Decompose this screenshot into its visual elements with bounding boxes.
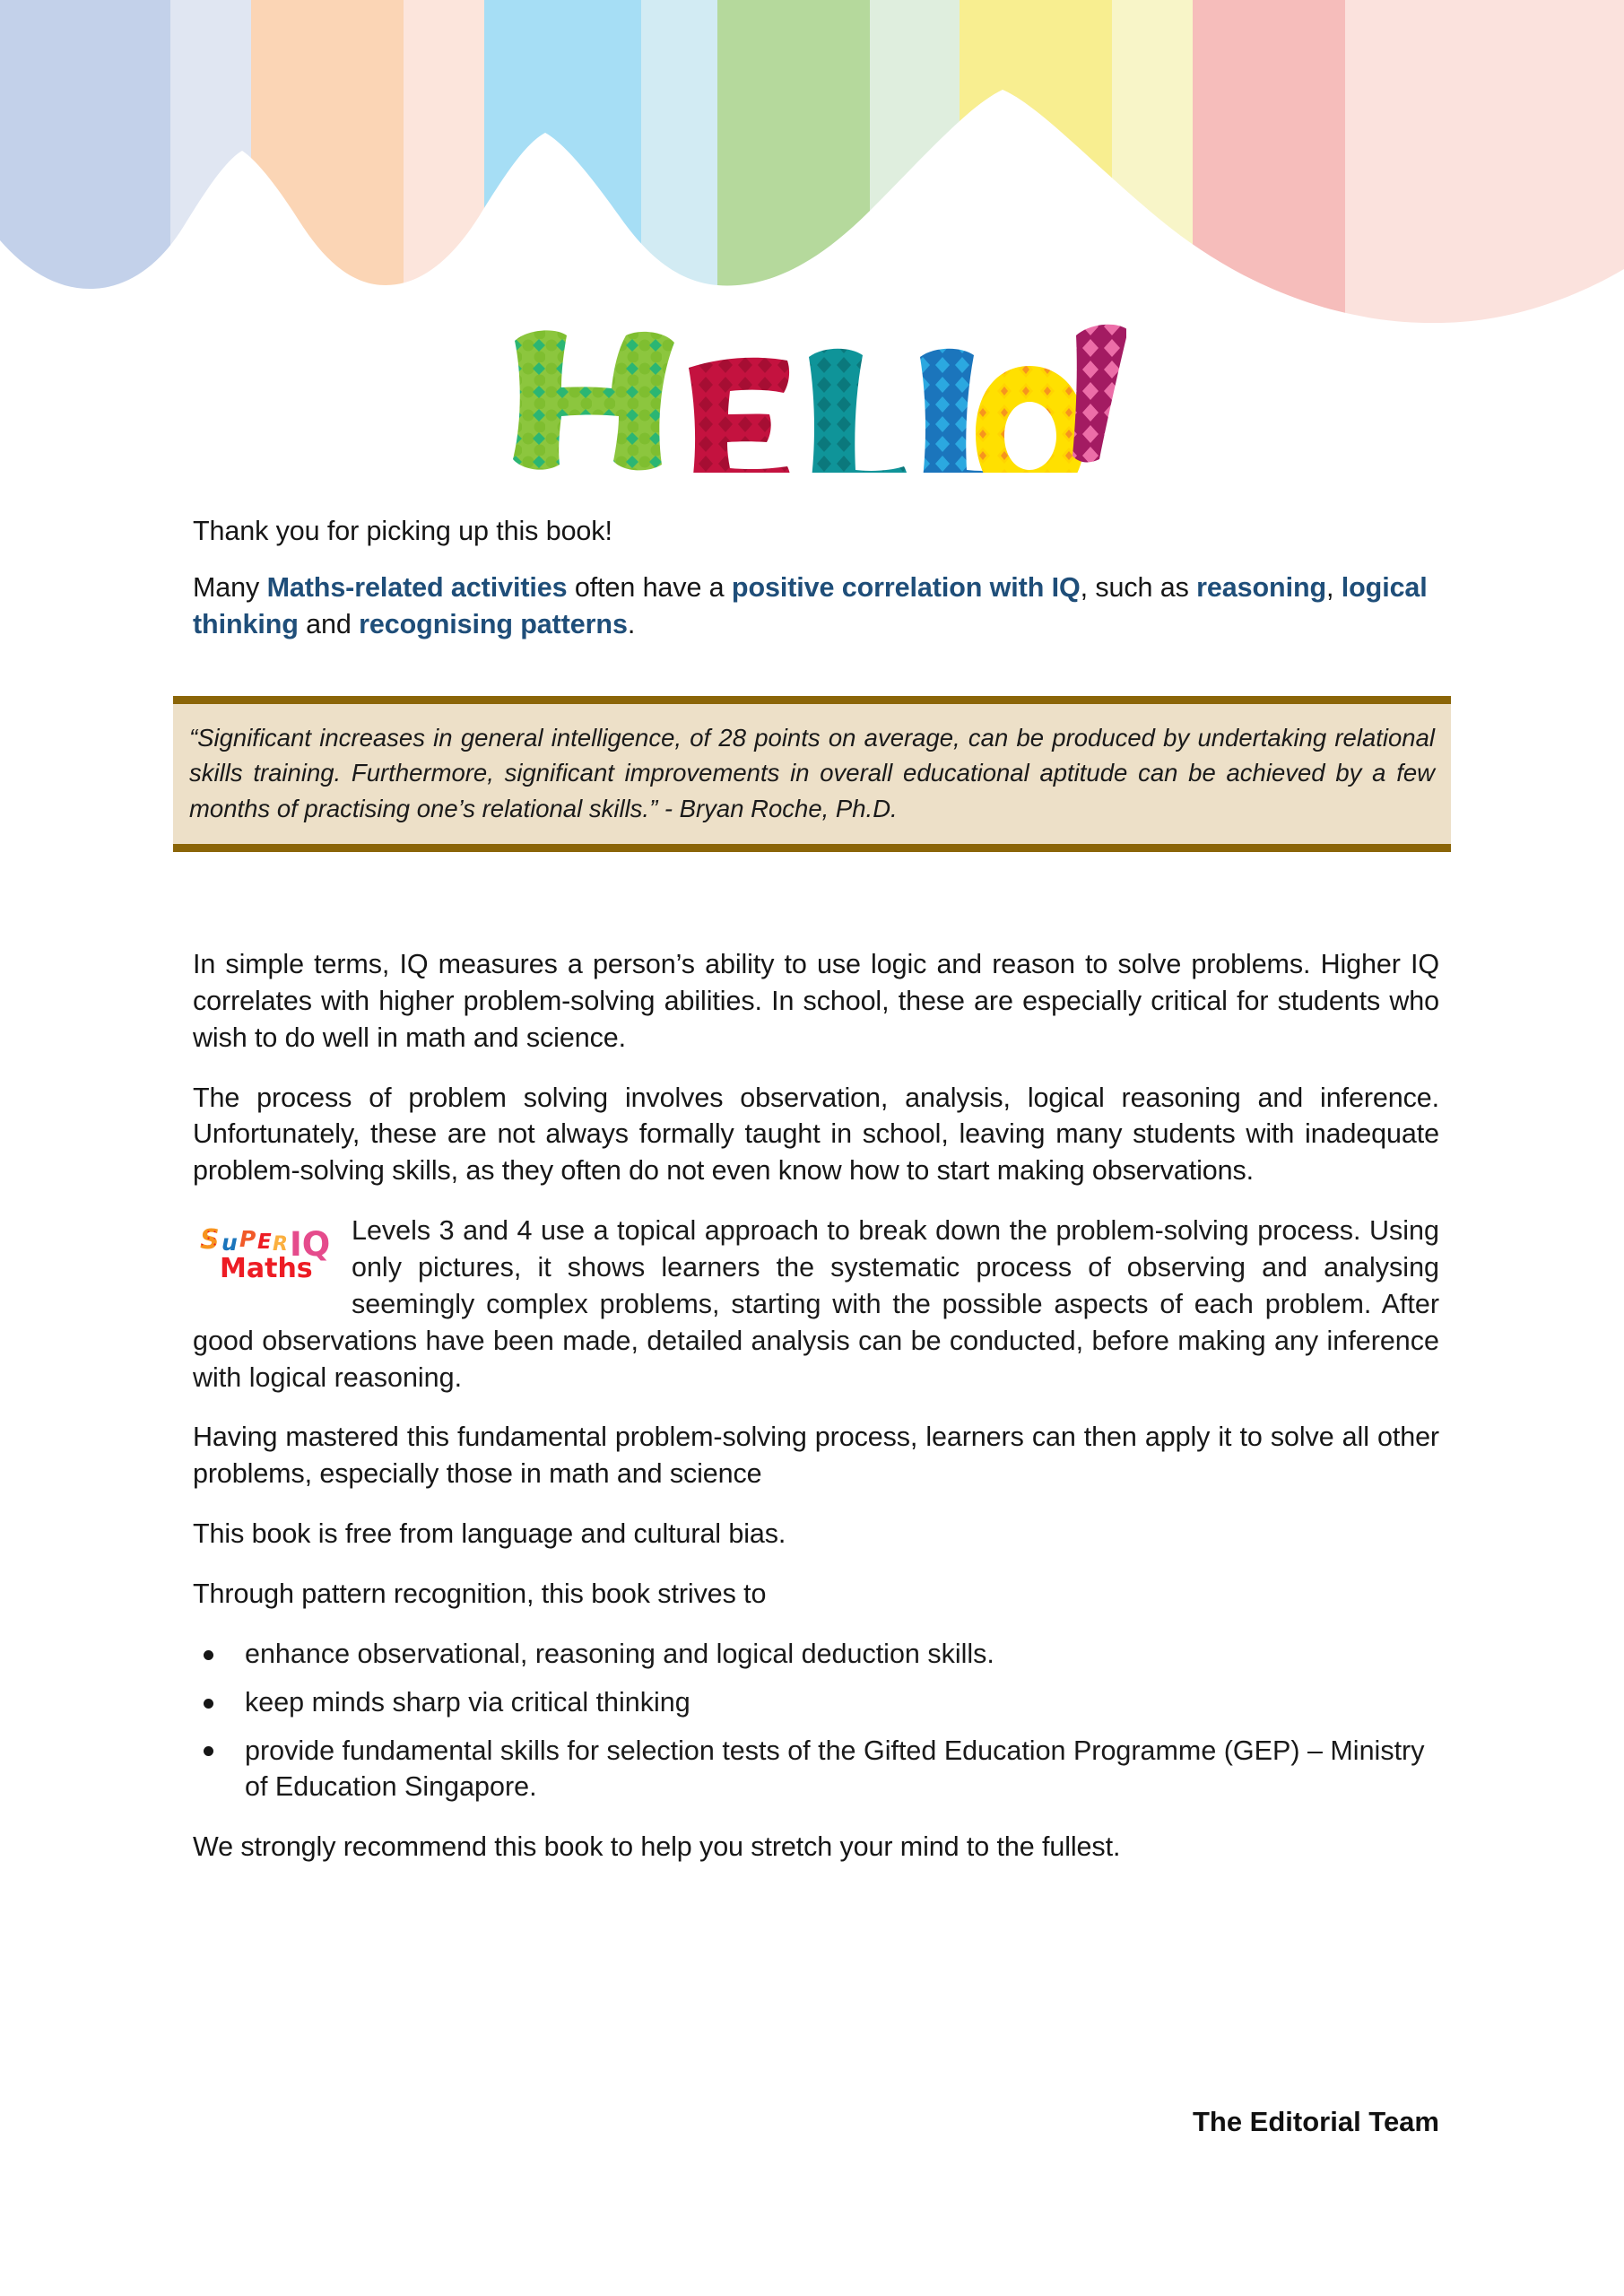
- hello-letter-o: [976, 366, 1085, 473]
- body-paragraph-7: We strongly recommend this book to help you stretch your mind to the fullest.: [193, 1831, 1121, 1863]
- list-item: [193, 1733, 1439, 1806]
- svg-text:Maths: Maths: [220, 1253, 313, 1285]
- banner-graphic: [0, 0, 1624, 323]
- body-paragraph-1: In simple terms, IQ measures a person’s ability to use logic and reason to solve problems. Higher IQ correlates with higher problem-solving abilities. In school, these are especially critical for students who wish to do well in math and science.: [193, 949, 1439, 1053]
- benefits-list: [193, 1636, 1439, 1805]
- svg-text:IQ: IQ: [290, 1225, 331, 1265]
- correlation-paragraph: [193, 570, 1439, 643]
- corr-seg5: and: [298, 608, 360, 639]
- hello-wordmark: [499, 316, 1126, 473]
- bullet-dot-icon: [204, 1699, 213, 1709]
- body-paragraph-3: [193, 1213, 1439, 1396]
- corr-bold3: reasoning: [1196, 571, 1327, 603]
- thanks-paragraph: Thank you for picking up this book!: [193, 516, 612, 546]
- corr-bold1: Maths-related activities: [266, 571, 568, 603]
- list-item: [193, 1684, 1439, 1721]
- svg-text:E: E: [257, 1231, 272, 1255]
- bullet-dot-icon: [204, 1650, 213, 1660]
- header-banner: [0, 0, 1624, 323]
- corr-seg3: , such as: [1080, 571, 1197, 603]
- list-item-label: provide fundamental skills for selection tests of the Gifted Education Programme (GEP) – Ministry of Education Singapore.: [245, 1735, 1425, 1803]
- hello-letter-h: [513, 330, 674, 470]
- list-item-label: keep minds sharp via critical thinking: [245, 1686, 690, 1718]
- svg-text:u: u: [221, 1230, 238, 1257]
- quote-text: “Significant increases in general intelligence, of 28 points on average, can be produced by undertaking relational skills training. Furthermore, significant improvements in overall educational aptitude can be achieved by a few months of practising one’s relational skills.” - Bryan Roche, Ph.D.: [189, 724, 1435, 822]
- corr-seg1: Many: [193, 571, 267, 603]
- intro-block: [193, 513, 1439, 663]
- svg-text:R: R: [273, 1233, 288, 1257]
- corr-bold5: recognising patterns: [359, 608, 628, 639]
- svg-text:S: S: [200, 1224, 220, 1257]
- hello-letter-l-1: [809, 349, 908, 473]
- super-iq-maths-logo: [193, 1216, 343, 1286]
- body-paragraph-3-text: Levels 3 and 4 use a topical approach to break down the problem-solving process. Using only pictures, it shows learners the systematic process of observing and analysing seemingly complex problems, starting with the possible aspects of each problem. After good observations have been made, detailed analysis can be conducted, before making any inference with logical reasoning.: [193, 1215, 1439, 1393]
- main-body: [193, 946, 1439, 1889]
- body-paragraph-4: Having mastered this fundamental problem-solving process, learners can then apply it to solve all other problems, especially those in math and science: [193, 1422, 1439, 1490]
- corr-bold2: positive correlation with IQ: [731, 571, 1081, 603]
- signature: The Editorial Team: [1192, 2106, 1439, 2137]
- body-paragraph-2: The process of problem solving involves observation, analysis, logical reasoning and inference. Unfortunately, these are not always formally taught in school, leaving many students with inadequate problem-solving skills, as they often do not even know how to start making observations.: [193, 1082, 1439, 1187]
- corr-seg6: .: [627, 608, 636, 639]
- hello-letter-e: [689, 358, 791, 473]
- quote-box: [173, 696, 1451, 852]
- corr-seg2: often have a: [567, 571, 732, 603]
- bullet-dot-icon: [204, 1746, 213, 1756]
- banner-stripes: [0, 0, 1624, 323]
- body-paragraph-5: This book is free from language and cultural bias.: [193, 1518, 786, 1550]
- svg-text:P: P: [239, 1226, 256, 1253]
- page-title: [0, 316, 1624, 486]
- corr-seg4: ,: [1326, 571, 1342, 603]
- list-item-label: enhance observational, reasoning and logical deduction skills.: [245, 1638, 994, 1669]
- list-item: [193, 1636, 1439, 1673]
- super-iq-maths-graphic: [193, 1216, 343, 1286]
- body-paragraph-6: Through pattern recognition, this book strives to: [193, 1578, 767, 1610]
- corr-bold4: logical thinking: [193, 571, 1428, 639]
